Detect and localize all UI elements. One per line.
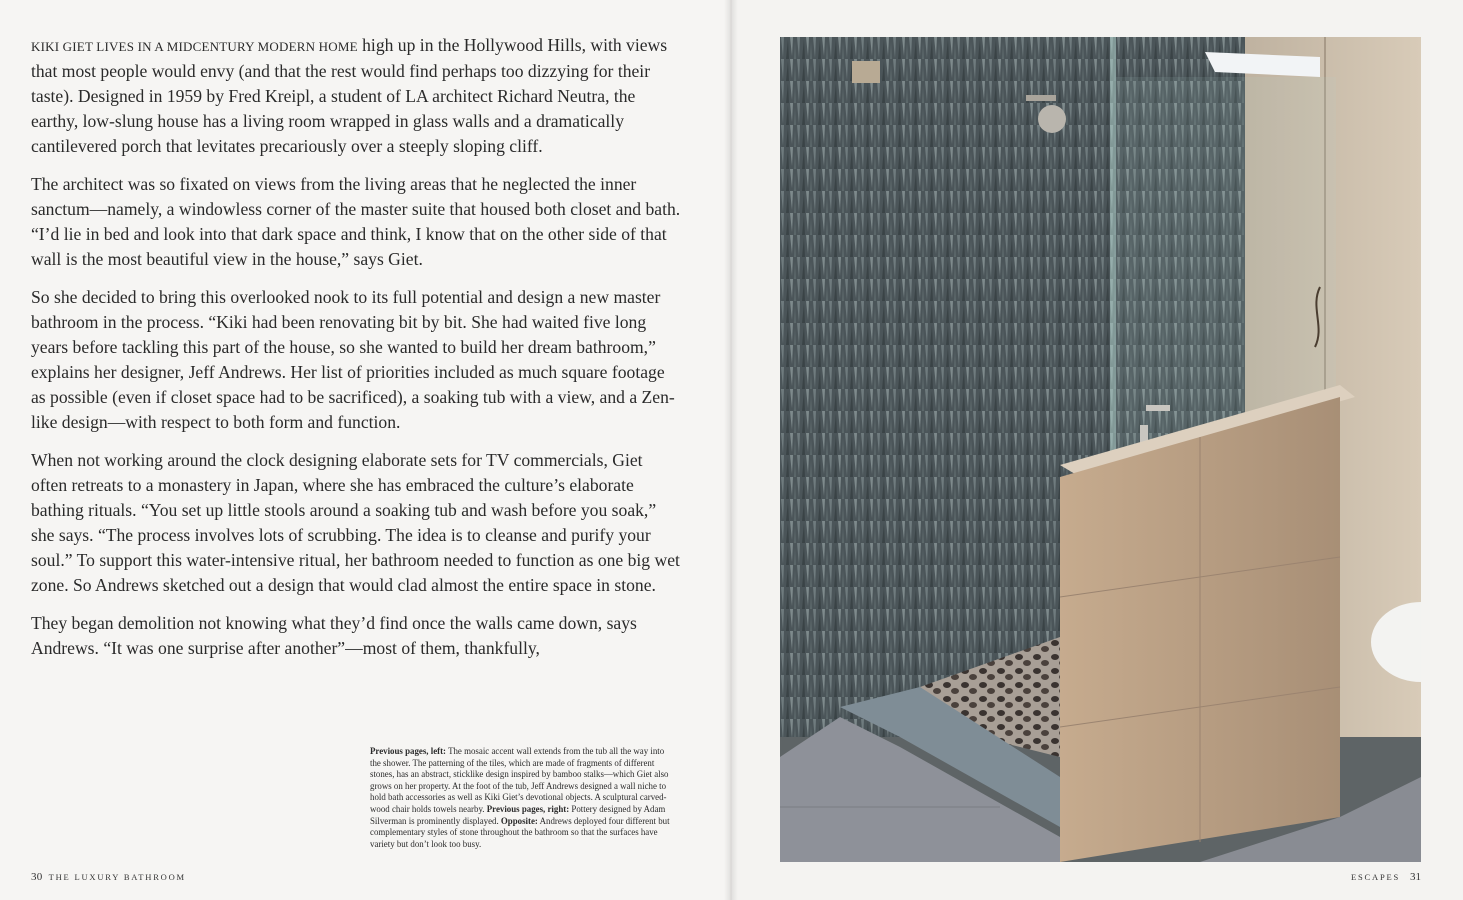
caption-text-1: The mosaic accent wall extends from the tub all the way into the shower. The patterning of the tiles, which are made of fragments of different stones, has an abstract, sticklike design inspired by bamboo stalks—which Giet also grows on her property. At the foot of the tub, Jeff Andrews designed a wall niche to hold bath accessories as well as Kiki Giet’s devotional objects. A sculptural carved-wood chair holds towels nearby. [370,746,669,814]
paragraph-4: When not working around the clock designing elaborate sets for TV commercials, Giet often retreats to a monastery in Japan, where she has embraced the culture’s elaborate bathing rituals. “You set up little stools around a soaking tub and wash before you soak,” she says. “The process involves lots of scrubbing. The idea is to cleanse and purify your soul.” To support this water-intensive ritual, her bathroom needed to function as one big wet zone. So Andrews sketched out a design that would clad almost the entire space in stone. [31,449,680,596]
glass-clamp [852,61,880,83]
paragraph-1-text: high up in the Hollywood Hills, with views that most people would envy (and that the rest would find perhaps too dizzying for their taste). Designed in 1959 by Fred Kreipl, a student of LA architect Richard Neutra, the earthy, low-slung house has a living room wrapped in glass walls and a dramatically cantilevered porch that levitates precariously over a steeply sloping cliff. [31,35,668,157]
paragraph-1 [31,33,681,159]
shower-illustration [780,37,1421,862]
caption-label-opposite: Opposite: [500,815,538,826]
paragraph-5: They began demolition not knowing what they’d find once the walls came down, says Andrews. “It was one surprise after another”—most of them, thankfully, [31,612,637,658]
paragraph-3: So she decided to bring this overlooked nook to its full potential and design a new master bathroom in the process. “Kiki had been renovating bit by bit. She had waited five long years before tackling this part of the house, so she wanted to build her dream bathroom,” explains her designer, Jeff Andrews. Her list of priorities included as much square footage as possible (even if closet space had to be sacrificed), a soaking tub with a view, and a Zen-like design—with respect to both form and function. [31,286,675,433]
shower-head-icon [1038,105,1066,133]
caption-text-3: Andrews deployed four different but complementary styles of stone throughout the bathroom so that the surfaces have variety but don’t look too busy. [370,815,670,849]
shower-photo [780,37,1421,862]
running-head-right: ESCAPES [1351,872,1400,882]
caption-label-previous-left: Previous pages, left: [370,746,447,756]
page-number-left: 30 [31,871,43,883]
paragraph-2: The architect was so fixated on views from the living areas that he neglected the inner sanctum—namely, a windowless corner of the master suite that housed both closet and bath. “I’d lie in bed and look into that dark space and think, I know that on the other side of that wall is the most beautiful view in the house,” says Giet. [31,173,681,270]
page-number-right: 31 [1410,871,1421,883]
caption-label-previous-right: Previous pages, right: [486,803,570,814]
caption-text-2: Pottery designed by Adam Silverman is prominently displayed. [370,803,666,826]
left-page [0,0,731,900]
running-head-left: THE LUXURY BATHROOM [48,872,186,882]
photo-caption [370,746,670,850]
right-folio [1351,871,1421,883]
lead-in-smallcaps: KIKI GIET LIVES IN A MIDCENTURY MODERN HOME [31,39,358,54]
article-body [31,33,681,673]
left-folio [31,871,186,883]
book-gutter [724,0,738,900]
